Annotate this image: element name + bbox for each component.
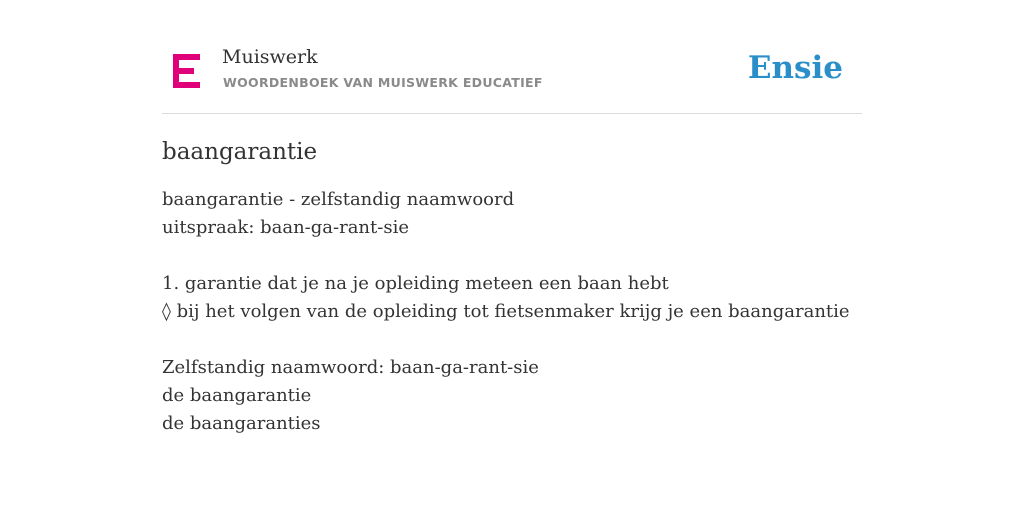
- logo-bar-middle: [173, 68, 194, 74]
- part-of-speech-line: baangarantie - zelfstandig naamwoord: [162, 189, 515, 210]
- brand-subtitle: WOORDENBOEK VAN MUISWERK EDUCATIEF: [223, 75, 543, 90]
- pronunciation-line: uitspraak: baan-ga-rant-sie: [162, 217, 409, 238]
- entry-title: baangarantie: [162, 139, 318, 165]
- muiswerk-logo-icon[interactable]: [173, 54, 200, 88]
- site-header: [162, 38, 862, 114]
- logo-bar-top: [173, 54, 200, 60]
- spacer: [162, 326, 862, 354]
- plural-form: de baangaranties: [162, 413, 321, 434]
- singular-form: de baangarantie: [162, 385, 312, 406]
- brand-name[interactable]: Muiswerk: [222, 46, 318, 68]
- forms-heading: Zelfstandig naamwoord: baan-ga-rant-sie: [162, 357, 539, 378]
- logo-bar-bottom: [173, 82, 200, 88]
- spacer: [162, 242, 862, 270]
- ensie-logo-link[interactable]: Ensie: [747, 50, 843, 86]
- example-line: ◊ bij het volgen van de opleiding tot fietsenmaker krijg je een baangarantie: [162, 301, 850, 322]
- definition-line: 1. garantie dat je na je opleiding meteen een baan hebt: [162, 273, 669, 294]
- dictionary-entry: [162, 136, 862, 438]
